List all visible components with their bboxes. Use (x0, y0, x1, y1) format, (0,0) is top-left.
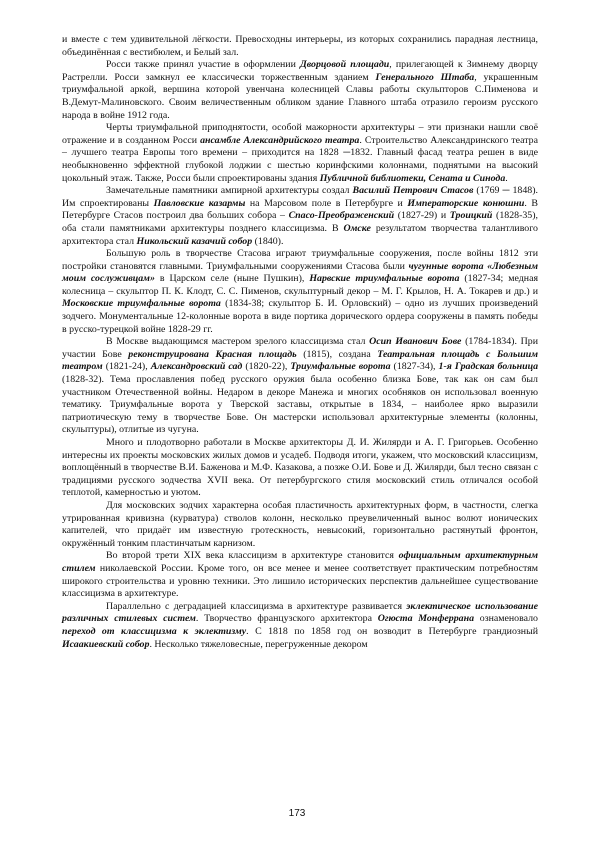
text-run: . Творчество французского архитектора (195, 613, 378, 625)
paragraph (62, 185, 538, 248)
text-run: (1821-24), (102, 361, 151, 373)
text-run: . В Петербурге Стасов построил два больших собора – (62, 197, 539, 222)
text-run: Черты триумфальной приподнятости, особой мажорности архитектуры – эти признаки нашли своё отражение и в созданном Росси (62, 122, 538, 146)
paragraph (62, 34, 538, 59)
text-run: ознаменовало (474, 613, 538, 625)
emphasized-term: Александровский сад (150, 361, 243, 373)
emphasized-term: реконструирована Красная площадь (128, 348, 297, 360)
emphasized-term: Павловские казармы (153, 197, 246, 209)
body-text (62, 34, 538, 651)
emphasized-term: Никольский казачий собор (136, 235, 253, 247)
emphasized-term: Василий Петрович Стасов (352, 185, 474, 197)
paragraph (62, 248, 538, 336)
emphasized-term: Генерального Штаба (375, 71, 475, 83)
text-run: Росси также принял участие в оформлении (106, 59, 301, 71)
text-run: (1827-29) и (394, 210, 450, 222)
text-run: Для московских зодчих характерна особая пластичность архитектурных форм, в частности, слегка утрированная кривизна (курватура) стволов колонн, несколько преувеличенный вынос волют ионических капителей, что придаёт им известную гротескность, невысокий, горизонтально растянутый фронтон, окружённый тонким пластинчатым карнизом. (62, 499, 538, 549)
emphasized-term: Императорские конюшни (407, 197, 525, 209)
text-run: (1840). (252, 235, 284, 247)
text-run: (1828-35), оба стали памятниками архитектуры позднего классицизма. В (62, 210, 538, 234)
text-run: (1784-1834). При участии Бове (62, 336, 538, 360)
emphasized-term: Театральная площадь с Большим театром (62, 348, 538, 373)
text-run: Много и плодотворно работали в Москве архитекторы Д. И. Жилярди и А. Г. Григорьев. Особенно интересны их проекты московских жилых домов и усадеб. Подводя итоги, укажем, что московский классицизм, воплощённый в творчестве В.И. Баженова и М.Ф. Казакова, а позже О.И. Бове и Д. Жилярди, был тесно связан с традициями русского зодчества XVII века. От петербургского стиля московский стиль отличался особой теплотой, камерностью и уютом. (62, 437, 538, 499)
text-run: на Марсовом поле в Петербурге и (245, 197, 408, 209)
emphasized-term: чугунные ворота «Любезным моим сослуживцам» (62, 260, 538, 285)
text-run: николаевской России. Кроме того, он все менее и менее соответствует практическим потребностям широкого строительства и уровню техники. Это лишило исторических перспектив дальнейшее существование классицизма в архитектуре. (62, 562, 538, 600)
paragraph (62, 122, 538, 185)
text-run: результатом творчества талантливого архитектора стал (62, 222, 538, 247)
paragraph (62, 550, 538, 600)
text-run: , прилегающей к Зимнему дворцу Растрелли. Росси замкнул ее классически торжественным зданием (62, 59, 538, 83)
emphasized-term: переход от классицизма к эклектизму (62, 625, 247, 637)
emphasized-term: эклектическое использование различных стилевых систем (62, 600, 539, 625)
text-run: (1827-34), (390, 361, 439, 373)
paragraph (62, 336, 538, 437)
emphasized-term: Омске (343, 222, 371, 234)
emphasized-term: ансамбле Александрийского театра (200, 134, 360, 146)
text-run: и вместе с тем удивительной лёгкости. Превосходны интерьеры, из которых сохранились парадная лестница, объединённая с вестибюлем, и Белый зал. (62, 34, 538, 58)
text-run: (1834-38; скульптор Б. И. Орловский) – одно из лучших произведений зодчего. Монументальные 12-колонные ворота в виде портика дорического ордера сооружены в память победы в русско-турецкой войне 1828-29 гг. (62, 298, 538, 335)
page-number: 173 (288, 808, 306, 819)
text-run: Во второй трети XIX века классицизм в архитектуре становится (106, 550, 399, 562)
emphasized-term: Дворцовой площади (300, 59, 390, 71)
emphasized-term: Огюста Монферрана (377, 613, 475, 625)
text-run: , украшенным триумфальной аркой, вершина которой увенчана колесницей Славы работы скульпторов С.Пименова и В.Демут-Малиновского. Своим величественным обликом здание Главного штаба отразило героизм русского народа в войне 1912 года. (62, 71, 538, 121)
text-run: (1828-32). Тема прославления побед русского оружия была особенно близка Бове, так как он сам был участником Отечественной войны. Недаром в декоре Манежа и многих особняков он использовал военную тематику. Триумфальные ворота у Тверской заставы, открытые в 1834, – наиболее ярко выразили патриотическую тему в творчестве Бове. Он мастерски использовал архитектурные элементы (колонны, скульптуры), отлитые из чугуна. (62, 374, 538, 436)
emphasized-term: Осип Иванович Бове (369, 336, 462, 348)
text-run: (1827-34; медная колесница – скульптор П. К. Клодт, С. С. Пименов, скульптурный декор – М. Г. Крылов, Н. А. Токарев и др.) и (62, 273, 538, 297)
emphasized-term: Исаакиевский собор (62, 638, 150, 650)
text-run: . С 1818 по 1858 год он возводит в Петербурге грандиозный (246, 625, 539, 637)
text-run: В Москве выдающимся мастером зрелого классицизма стал (106, 336, 370, 348)
emphasized-term: Триумфальные ворота (290, 361, 391, 373)
paragraph (62, 59, 538, 122)
emphasized-term: Спасо-Преображенский (288, 210, 395, 222)
emphasized-term: Троицкий (449, 210, 493, 222)
emphasized-term: Нарвские триумфальные ворота (309, 273, 460, 285)
text-run: (1815), создана (296, 348, 378, 360)
emphasized-term: Московские триумфальные ворота (62, 298, 221, 310)
text-run: (1769 ─ 1848). Им спроектированы (62, 185, 538, 209)
paragraph (62, 437, 538, 500)
text-run: в Царском селе (ныне Пушкин), (154, 273, 310, 285)
emphasized-term: Публичной библиотеки, Сената и Синода (319, 172, 506, 184)
emphasized-term: 1-я Градская больница (438, 361, 539, 373)
paragraph (62, 500, 538, 550)
text-run: Замечательные памятники ампирной архитектуры создал (106, 185, 353, 197)
text-run: (1820-22), (242, 361, 291, 373)
text-run: . Несколько тяжеловесные, перегруженные декором (149, 638, 368, 650)
emphasized-term: официальным архитектурным стилем (62, 550, 538, 574)
text-run: . Строительство Александринского театра – лучшего театра Европы того времени – приходится на 1828 ─1832. Главный фасад театра решен в виде необыкновенно эффектной глубокой лоджии с шестью коринфскими колоннами, поднятыми на высокий цокольный этаж. Также, Росси были спроектированы здания (62, 134, 539, 184)
text-run: Большую роль в творчестве Стасова играют триумфальные сооружения, после войны 1812 эти постройки становятся главными. Триумфальными сооружениями Стасова были (62, 248, 538, 272)
text-run: . (505, 172, 508, 184)
paragraph (62, 601, 538, 651)
text-run: Параллельно с деградацией классицизма в архитектуре развивается (106, 600, 407, 612)
